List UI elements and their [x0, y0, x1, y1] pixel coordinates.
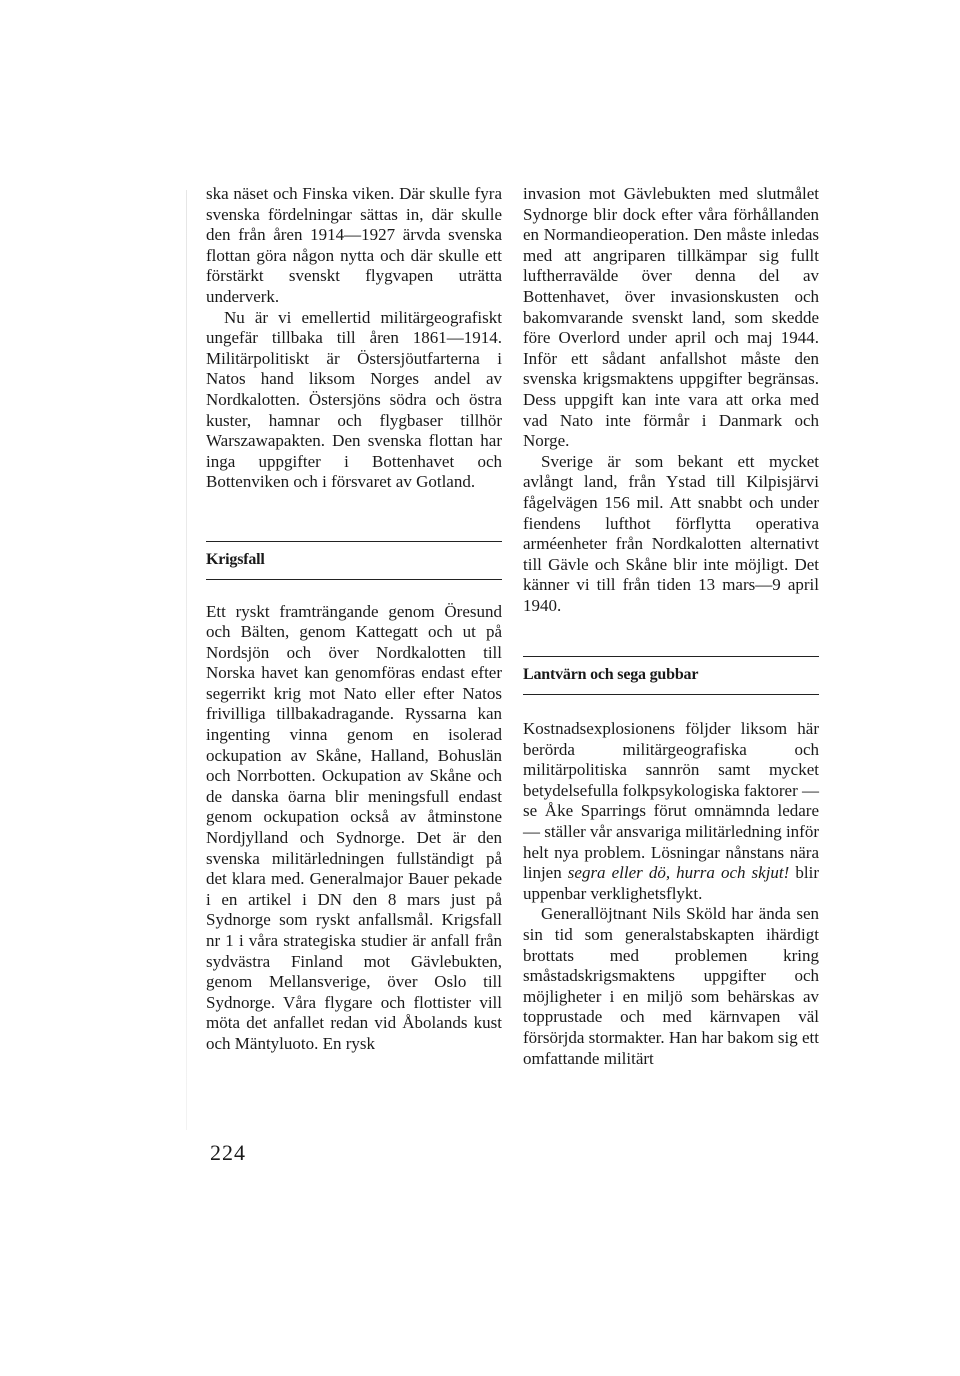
page-number: 224 — [210, 1140, 246, 1165]
right-paragraph-1: invasion mot Gävlebukten med slutmålet Sydnorge blir dock efter våra förhållanden en Normandieoperation. Den måste inledas med att angriparen tillkämpar sig fullt luftherravälde över denna del av Bottenhavet, över invasionskusten och bakomvarande svenskt land, som skedde före Overlord under april och maj 1944. Inför ett sådant anfallshot måste den svenska krigsmaktens uppgifter begränsas. Dess uppgift kan inte vara att orka med vad Nato inte förmår i Danmark och Norge. — [523, 184, 819, 451]
left-paragraph-3: Ett ryskt framträngande genom Öresund och Bälten, genom Kattegatt och ut på Nordsjön och över Nordkalotten till Norska havet kan genomföras endast efter segerrikt krig mot Nato eller efter Natos frivilliga tillbakadragande. Ryssarna kan ingenting vinna genom en isolerad ockupation av Skåne, Halland, Bohuslän och Norrbotten. Ockupation av Skåne och de danska öarna blir meningsfull endast genom ockupation också av åtminstone Nordjylland och Sydnorge. Det är den svenska militärledningen fullständigt på det klara med. Generalmajor Bauer pekade i en artikel i DN den 8 mars just på Sydnorge som ryskt anfallsmål. Krigsfall nr 1 i våra strategiska studier är anfall från sydvästra Finland mot Gävlebukten, genom Mellansverige, över Oslo till Sydnorge. Våra flygare och flottister vill möta det anfallet redan vid Åbolands kust och Mäntyluoto. En rysk — [206, 601, 502, 1053]
right-paragraph-4: Generallöjtnant Nils Sköld har ända sen sin tid som generalstabskapten ihärdigt brottats med problemen kring småstadskrigsmaktens uppgifter och möjligheter i en miljö som behärskas av topprustade och med kärnvapen väl försörjda stormakter. Han har bakom sig ett omfattande militärt — [523, 904, 820, 1068]
right-column — [523, 184, 819, 1069]
right-paragraph-3-tail: blir uppenbar verklighetsflykt. — [523, 863, 819, 903]
right-paragraph-3-text: Kostnadsexplosionens följder liksom här berörda militärgeografiska och militärpolitiska sannrön samt mycket betydelsefulla folkpsykologiska faktorer — se Åke Sparrings förut omnämnda ledare — ställer vår ansvariga militärledning inför helt nya problem. Lösningar nånstans nära linjen — [523, 719, 820, 883]
right-paragraph-3-italic-phrase: segra eller dö, hurra och skjut! — [567, 863, 790, 883]
right-paragraph-2: Sverige är som bekant ett mycket avlångt land, från Ystad till Kilpisjärvi fågelvägen 156 mil. Att snabbt och under fiendens lufthot förflytta operativa arméenheter från Nordkalotten alternativt till Gävle och Skåne blir inte möjligt. Det känner vi till från tiden 13 mars—9 april 1940. — [523, 451, 819, 615]
left-paragraph-2: Nu är vi emellertid militärgeografiskt ungefär tillbaka till åren 1861—1914. Militärpolitiskt är Östersjöutfarterna i Natos hand liksom Norges andel av Nordkalotten. Östersjöns södra och östra kuster, hamnar och flygbaser tillhör Warszawapakten. Den svenska flottan har inga uppgifter i Bottenhavet och Bottenviken och i försvaret av Gotland. — [206, 307, 502, 492]
binding-shadow — [186, 190, 187, 1130]
section-heading-krigsfall: Krigsfall — [206, 541, 502, 580]
right-paragraph-3 — [523, 719, 819, 904]
left-paragraph-1: ska näset och Finska viken. Där skulle fyra svenska fördelningar sättas in, där skulle den från åren 1914—1927 ärvda svenska flottan göra någon nytta och där skulle ett förstärkt svenskt flygvapen uträtta underverk. — [206, 184, 502, 306]
left-column — [206, 184, 502, 1055]
section-heading-lantvarn: Lantvärn och sega gubbar — [523, 656, 819, 695]
